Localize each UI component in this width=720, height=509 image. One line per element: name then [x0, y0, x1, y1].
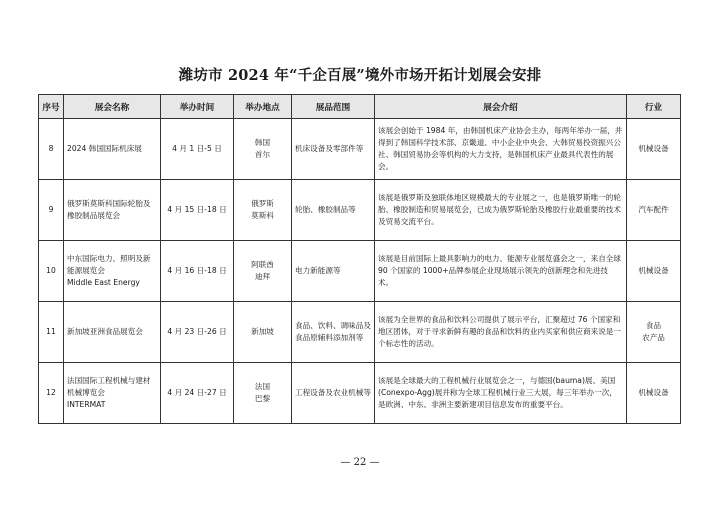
cell-no: 8 — [39, 119, 64, 180]
table-row — [39, 302, 681, 363]
cell-intro: 该展是目前国际上最具影响力的电力、能源专业展览盛会之一，来自全球 90 个国家的 1000+品牌参展企业现场展示领先的创新理念和先进技术。 — [375, 241, 627, 302]
cell-industry: 机械设备 — [627, 363, 681, 424]
cell-exhibition-name: 俄罗斯莫斯科国际轮胎及橡胶制品展览会 — [64, 180, 161, 241]
cell-scope: 食品、饮料、调味品及食品原辅料添加剂等 — [292, 302, 375, 363]
cell-place: 法国 巴黎 — [234, 363, 292, 424]
table-row — [39, 119, 681, 180]
cell-exhibition-name: 中东国际电力、照明及新能源展览会 Middle East Energy — [64, 241, 161, 302]
cell-exhibition-name: 新加坡亚洲食品展览会 — [64, 302, 161, 363]
cell-intro: 该展是全球最大的工程机械行业展览会之一，与德国(bauma)展、美国(Conexpo-Agg)展并称为全球工程机械行业三大展，每三年举办一次，是欧洲、中东、非洲主要新建项目信息发布的重要平台。 — [375, 363, 627, 424]
exhibition-schedule-table — [38, 94, 681, 424]
cell-exhibition-name: 2024 韩国国际机床展 — [64, 119, 161, 180]
cell-no: 12 — [39, 363, 64, 424]
cell-place: 新加坡 — [234, 302, 292, 363]
cell-time: 4 月 23 日-26 日 — [161, 302, 234, 363]
cell-scope: 机床设备及零部件等 — [292, 119, 375, 180]
cell-time: 4 月 16 日-18 日 — [161, 241, 234, 302]
column-header-name: 展会名称 — [64, 95, 161, 119]
table-body — [39, 119, 681, 424]
cell-industry: 汽车配件 — [627, 180, 681, 241]
column-header-industry: 行业 — [627, 95, 681, 119]
cell-industry: 机械设备 — [627, 119, 681, 180]
column-header-no: 序号 — [39, 95, 64, 119]
cell-intro: 该展是俄罗斯及独联体地区规模最大的专业展之一，也是俄罗斯唯一的轮胎、橡胶制造和贸易展览会，已成为俄罗斯轮胎及橡胶行业最重要的技术及贸易交流平台。 — [375, 180, 627, 241]
cell-intro: 该展为全世界的食品和饮料公司提供了展示平台，汇聚超过 76 个国家和地区团体，对于寻求新鲜有趣的食品和饮料的业内买家和供应商来说是一个标志性的活动。 — [375, 302, 627, 363]
cell-industry: 机械设备 — [627, 241, 681, 302]
table-header-row — [39, 95, 681, 119]
cell-scope: 轮胎、橡胶制品等 — [292, 180, 375, 241]
cell-time: 4 月 1 日-5 日 — [161, 119, 234, 180]
cell-no: 10 — [39, 241, 64, 302]
cell-intro: 该展会创始于 1984 年，由韩国机床产业协会主办，每两年举办一届，并得到了韩国科学技术部、京畿道、中小企业中央会、大韩贸易投资振兴公社、韩国贸易协会等机构的大力支持，是韩国机床产业最具代表性的展会。 — [375, 119, 627, 180]
page-number: — 22 — — [340, 457, 380, 468]
cell-place: 韩国 首尔 — [234, 119, 292, 180]
column-header-intro: 展会介绍 — [375, 95, 627, 119]
column-header-time: 举办时间 — [161, 95, 234, 119]
page-title: 潍坊市 2024 年“千企百展”境外市场开拓计划展会安排 — [178, 67, 542, 84]
cell-no: 9 — [39, 180, 64, 241]
cell-industry: 食品 农产品 — [627, 302, 681, 363]
cell-place: 俄罗斯 莫斯科 — [234, 180, 292, 241]
cell-exhibition-name: 法国国际工程机械与建材机械博览会 INTERMAT — [64, 363, 161, 424]
table-row — [39, 363, 681, 424]
cell-time: 4 月 24 日-27 日 — [161, 363, 234, 424]
cell-time: 4 月 15 日-18 日 — [161, 180, 234, 241]
cell-scope: 工程设备及农业机械等 — [292, 363, 375, 424]
cell-place: 阿联酋 迪拜 — [234, 241, 292, 302]
cell-scope: 电力新能源等 — [292, 241, 375, 302]
column-header-scope: 展品范围 — [292, 95, 375, 119]
table-row — [39, 180, 681, 241]
column-header-place: 举办地点 — [234, 95, 292, 119]
table-row — [39, 241, 681, 302]
cell-no: 11 — [39, 302, 64, 363]
